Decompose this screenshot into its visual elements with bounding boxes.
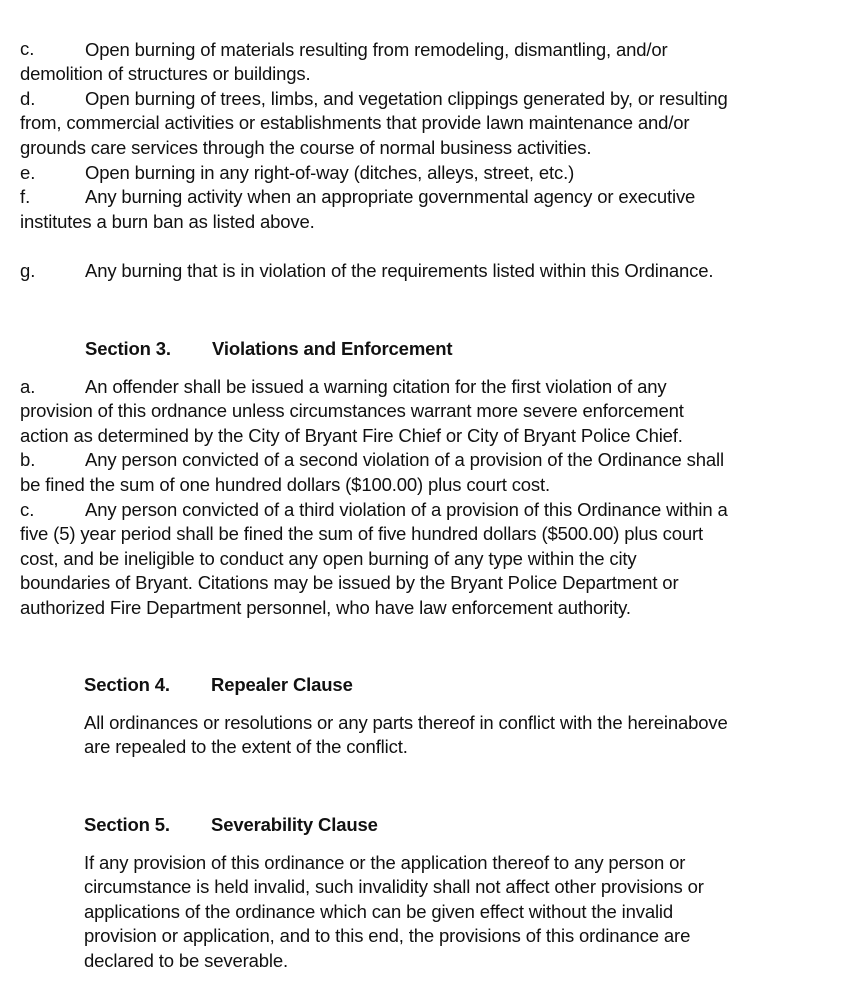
- item-label: f.: [20, 186, 31, 207]
- item-text: Open burning of materials resulting from remodeling, dismantling, and/or: [85, 39, 668, 60]
- section-number: Section 4.: [84, 674, 170, 695]
- item-text: boundaries of Bryant. Citations may be issued by the Bryant Police Department or: [20, 572, 679, 593]
- item-label: g.: [20, 260, 36, 281]
- item-text: demolition of structures or buildings.: [20, 63, 311, 84]
- item-text: provision of this ordnance unless circumstances warrant more severe enforcement: [20, 400, 684, 421]
- item-text: Open burning in any right-of-way (ditches, alleys, street, etc.): [85, 162, 575, 183]
- item-text: cost, and be ineligible to conduct any open burning of any type within the city: [20, 548, 637, 569]
- section-title: Severability Clause: [211, 814, 378, 835]
- section-title: Repealer Clause: [211, 674, 353, 695]
- item-text: Any person convicted of a third violation of a provision of this Ordinance within a: [85, 499, 728, 520]
- item-text: authorized Fire Department personnel, who have law enforcement authority.: [20, 597, 631, 618]
- item-text: action as determined by the City of Bryant Fire Chief or City of Bryant Police Chief.: [20, 425, 683, 446]
- item-label: c.: [20, 499, 35, 520]
- item-text: five (5) year period shall be fined the sum of five hundred dollars ($500.00) plus court: [20, 523, 703, 544]
- section-number: Section 3.: [85, 338, 171, 359]
- paragraph-line: circumstance is held invalid, such invalidity shall not affect other provisions or: [84, 876, 704, 897]
- item-text: Any burning that is in violation of the requirements listed within this Ordinance.: [85, 260, 714, 281]
- section-title: Violations and Enforcement: [212, 338, 453, 359]
- paragraph-line: All ordinances or resolutions or any parts thereof in conflict with the hereinabove: [84, 712, 728, 733]
- item-label: a.: [20, 376, 36, 397]
- paragraph-line: declared to be severable.: [84, 950, 288, 971]
- item-label: c.: [20, 38, 35, 59]
- item-text: Any person convicted of a second violation of a provision of the Ordinance shall: [85, 449, 724, 470]
- section-number: Section 5.: [84, 814, 170, 835]
- paragraph-line: If any provision of this ordinance or the application thereof to any person or: [84, 852, 686, 873]
- paragraph-line: applications of the ordinance which can be given effect without the invalid: [84, 901, 674, 922]
- item-text: Open burning of trees, limbs, and vegetation clippings generated by, or resulting: [85, 88, 728, 109]
- item-text: from, commercial activities or establishments that provide lawn maintenance and/or: [20, 112, 690, 133]
- item-text: An offender shall be issued a warning citation for the first violation of any: [85, 376, 667, 397]
- item-text: institutes a burn ban as listed above.: [20, 211, 315, 232]
- item-text: be fined the sum of one hundred dollars ($100.00) plus court cost.: [20, 474, 551, 495]
- paragraph-line: are repealed to the extent of the conflict.: [84, 736, 408, 757]
- item-label: e.: [20, 162, 36, 183]
- item-label: d.: [20, 88, 36, 109]
- item-text: grounds care services through the course of normal business activities.: [20, 137, 592, 158]
- item-label: b.: [20, 449, 36, 470]
- paragraph-line: provision or application, and to this end, the provisions of this ordinance are: [84, 925, 691, 946]
- item-text: Any burning activity when an appropriate governmental agency or executive: [85, 186, 696, 207]
